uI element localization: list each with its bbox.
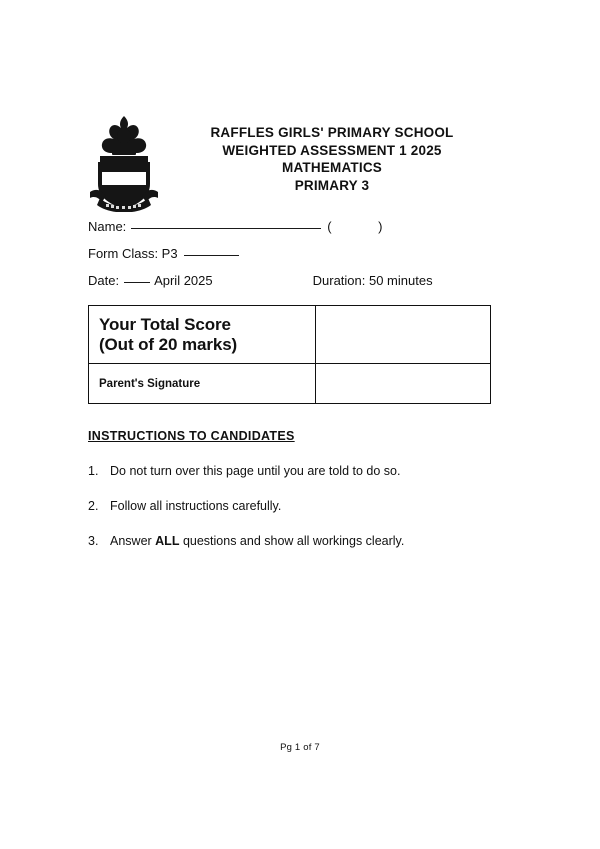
total-score-label-line1: Your Total Score — [99, 314, 231, 334]
index-close-paren: ) — [378, 219, 383, 234]
list-item — [88, 533, 500, 549]
list-item — [88, 463, 500, 479]
form-class-field-row — [88, 246, 500, 273]
instructions-section — [88, 429, 500, 568]
name-label: Name: — [88, 219, 127, 234]
index-open-paren: ( — [327, 219, 332, 234]
school-name: RAFFLES GIRLS' PRIMARY SCHOOL — [210, 125, 454, 140]
assessment-name: WEIGHTED ASSESSMENT 1 2025 — [222, 142, 442, 158]
total-score-value-cell[interactable] — [316, 306, 491, 364]
paper-header — [88, 112, 500, 214]
score-table — [88, 305, 491, 404]
instruction-text-before: Do not turn over this page until you are told to do so. — [110, 464, 401, 478]
paper-title-block — [160, 112, 500, 194]
total-score-label-line2: (Out of 20 marks) — [99, 334, 238, 354]
instruction-text — [110, 533, 404, 549]
name-input[interactable] — [131, 228, 321, 229]
date-suffix: April 2025 — [154, 273, 213, 288]
candidate-details — [88, 219, 500, 300]
instruction-text-before: Follow all instructions carefully. — [110, 499, 282, 513]
date-input[interactable] — [124, 282, 150, 283]
instruction-text — [110, 463, 400, 479]
page-number-footer: Pg 1 of 7 — [280, 742, 320, 753]
parent-signature-value-cell[interactable] — [316, 364, 491, 404]
instruction-number: 3. — [88, 534, 99, 548]
instruction-text-after: questions and show all workings clearly. — [179, 534, 405, 548]
instruction-number: 2. — [88, 499, 99, 513]
instruction-text — [110, 498, 281, 514]
instruction-text-before: Answer — [110, 534, 156, 548]
table-row — [89, 306, 491, 364]
total-score-label-cell — [89, 306, 316, 364]
date-label: Date: — [88, 273, 120, 288]
list-item — [88, 498, 500, 514]
date-duration-row — [88, 273, 500, 300]
parent-signature-label-cell: Parent's Signature — [89, 364, 316, 404]
instruction-number: 1. — [88, 464, 99, 478]
index-number-input[interactable] — [332, 219, 378, 234]
table-row — [89, 364, 491, 404]
level-name: PRIMARY 3 — [294, 177, 370, 193]
instructions-heading: INSTRUCTIONS TO CANDIDATES — [88, 429, 295, 443]
instruction-text-emphasis: ALL — [155, 534, 180, 548]
form-class-input[interactable] — [184, 255, 239, 256]
name-field-row — [88, 219, 500, 246]
subject-name: MATHEMATICS — [282, 160, 382, 175]
school-crest-icon — [88, 112, 160, 212]
form-class-label: Form Class: P3 — [88, 246, 178, 261]
duration-label: Duration: 50 minutes — [312, 273, 433, 288]
